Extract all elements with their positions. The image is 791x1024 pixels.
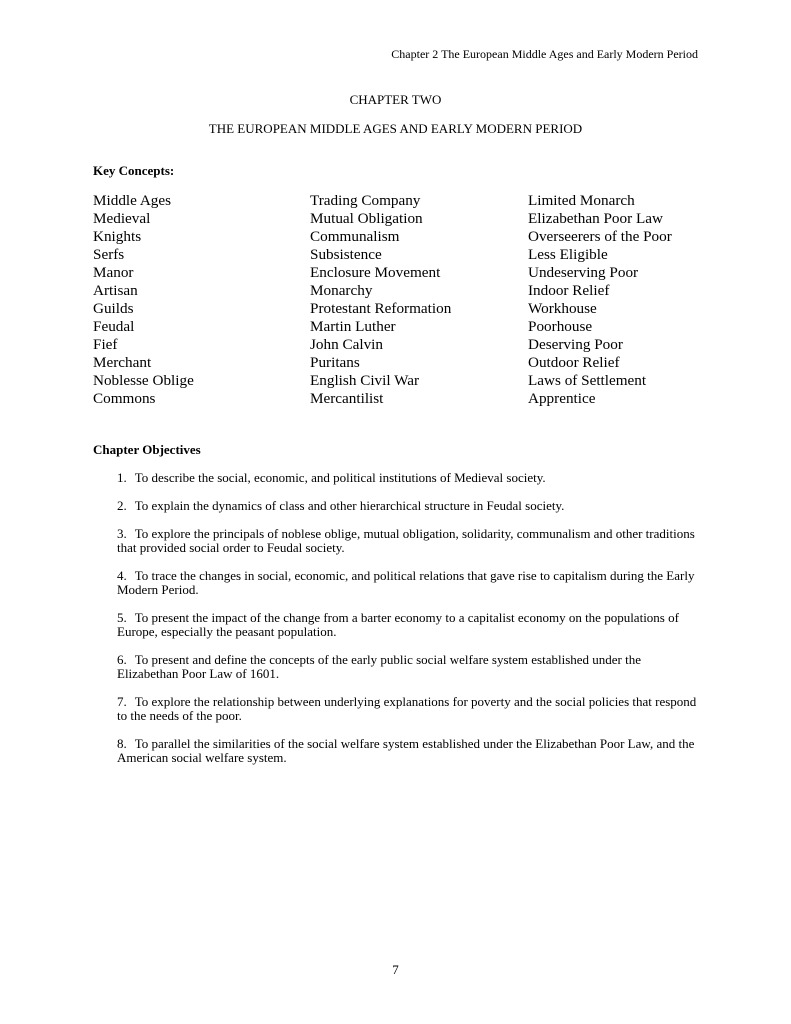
chapter-objectives-heading: Chapter Objectives	[93, 442, 201, 457]
chapter-number: CHAPTER TWO	[349, 92, 442, 107]
objective-number: 2.	[117, 498, 127, 513]
key-concept-item: Noblesse Oblige	[93, 372, 194, 389]
objective-text: To parallel the similarities of the social welfare system established under the Elizabethan Poor Law, and the American social welfare system.	[117, 736, 695, 765]
key-concept-item: Mercantilist	[310, 390, 384, 407]
objective-number: 3.	[117, 526, 127, 541]
page-number: 7	[392, 962, 399, 977]
key-concept-item: Overseerers of the Poor	[528, 228, 672, 245]
key-concept-item: Indoor Relief	[528, 282, 610, 299]
objective-number: 7.	[117, 694, 127, 709]
objective-number: 8.	[117, 736, 127, 751]
key-concept-item: Mutual Obligation	[310, 210, 423, 227]
key-concept-item: Workhouse	[528, 300, 597, 317]
key-concept-item: Limited Monarch	[528, 192, 635, 209]
objective-item	[117, 527, 697, 555]
key-concept-item: Monarchy	[310, 282, 373, 299]
key-concept-item: Enclosure Movement	[310, 264, 441, 281]
chapter-title: THE EUROPEAN MIDDLE AGES AND EARLY MODERN PERIOD	[208, 121, 583, 136]
objective-item	[117, 611, 697, 639]
objective-item	[117, 653, 697, 681]
key-concept-item: Elizabethan Poor Law	[528, 210, 663, 227]
running-header: Chapter 2 The European Middle Ages and Early Modern Period	[391, 47, 698, 61]
key-concept-item: Protestant Reformation	[310, 300, 452, 317]
key-concept-item: Serfs	[93, 246, 125, 263]
key-concepts-column-2	[310, 192, 451, 408]
objective-text: To describe the social, economic, and political institutions of Medieval society.	[134, 470, 546, 485]
objective-item	[117, 737, 697, 765]
objectives-list	[117, 471, 697, 779]
key-concept-item: Trading Company	[310, 192, 421, 209]
key-concept-item: John Calvin	[310, 336, 383, 353]
objective-text: To explain the dynamics of class and other hierarchical structure in Feudal society.	[134, 498, 565, 513]
key-concepts-column-1	[93, 192, 194, 408]
objective-number: 6.	[117, 652, 127, 667]
objective-text: To present and define the concepts of the early public social welfare system established under the Elizabethan Poor Law of 1601.	[117, 652, 642, 681]
key-concept-item: Apprentice	[528, 390, 596, 407]
key-concept-item: Laws of Settlement	[528, 372, 647, 389]
key-concept-item: Communalism	[310, 228, 400, 245]
key-concept-item: Guilds	[93, 300, 134, 317]
objective-number: 1.	[117, 470, 127, 485]
objective-item	[117, 569, 697, 597]
key-concepts-heading: Key Concepts:	[93, 163, 175, 178]
key-concept-item: English Civil War	[310, 372, 420, 389]
key-concept-item: Outdoor Relief	[528, 354, 620, 371]
key-concept-item: Medieval	[93, 210, 151, 227]
objective-number: 5.	[117, 610, 127, 625]
objective-item	[117, 695, 697, 723]
objective-text: To present the impact of the change from a barter economy to a capitalist economy on the populations of Europe, especially the peasant population.	[117, 610, 679, 639]
key-concept-item: Subsistence	[310, 246, 382, 263]
objective-text: To explore the relationship between underlying explanations for poverty and the social policies that respond to the needs of the poor.	[117, 694, 697, 723]
objective-text: To trace the changes in social, economic, and political relations that gave rise to capitalism during the Early Modern Period.	[117, 568, 695, 597]
key-concept-item: Poorhouse	[528, 318, 593, 335]
key-concept-item: Deserving Poor	[528, 336, 623, 353]
objective-item	[117, 471, 697, 485]
key-concepts-column-3	[528, 192, 672, 408]
key-concept-item: Less Eligible	[528, 246, 608, 263]
key-concept-item: Undeserving Poor	[528, 264, 639, 281]
key-concept-item: Knights	[93, 228, 142, 245]
key-concept-item: Artisan	[93, 282, 138, 299]
key-concept-item: Puritans	[310, 354, 360, 371]
objective-text: To explore the principals of noblese oblige, mutual obligation, solidarity, communalism and other traditions that provided social order to Feudal society.	[117, 526, 695, 555]
key-concept-item: Middle Ages	[93, 192, 172, 209]
key-concept-item: Fief	[93, 336, 118, 353]
key-concept-item: Commons	[93, 390, 156, 407]
key-concept-item: Merchant	[93, 354, 152, 371]
key-concept-item: Manor	[93, 264, 134, 281]
objective-item	[117, 499, 697, 513]
key-concept-item: Martin Luther	[310, 318, 396, 335]
objective-number: 4.	[117, 568, 127, 583]
key-concept-item: Feudal	[93, 318, 135, 335]
